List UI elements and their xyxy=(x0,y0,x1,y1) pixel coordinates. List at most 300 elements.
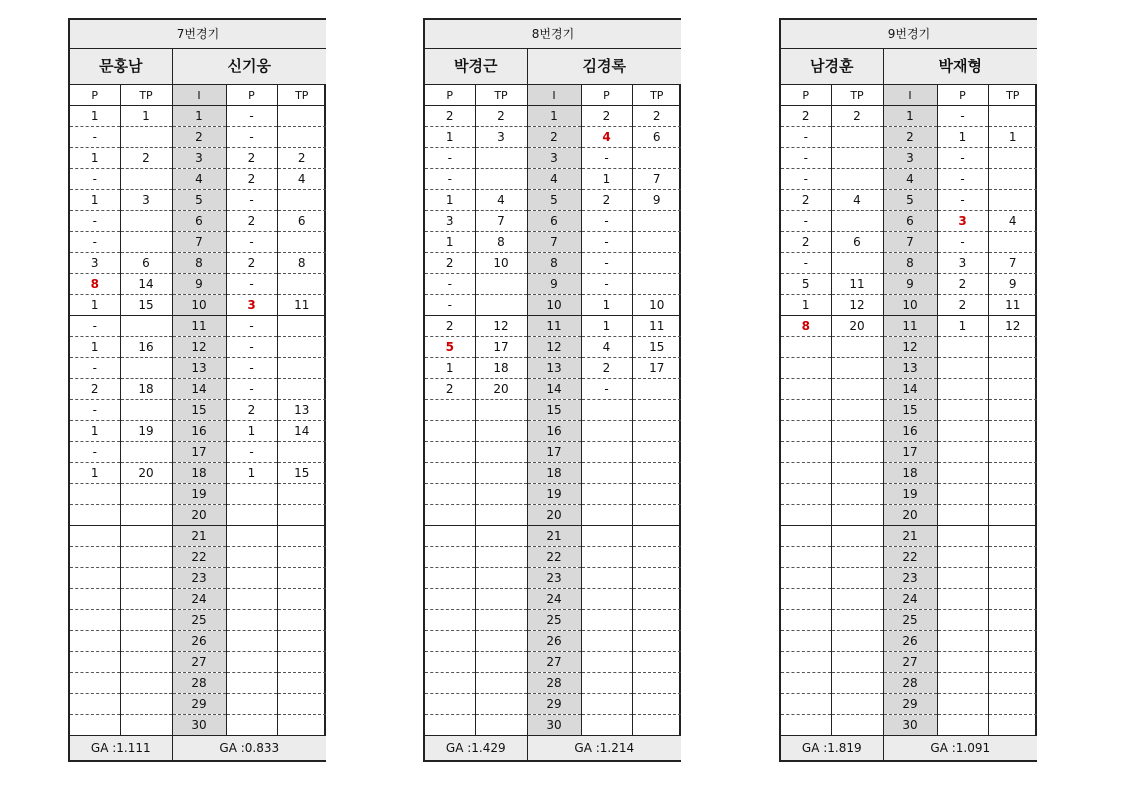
inning-row xyxy=(425,358,681,379)
right-points-cell xyxy=(581,547,632,568)
left-points-cell: 1 xyxy=(425,127,475,148)
inning-cell: 13 xyxy=(527,358,581,379)
left-total-cell xyxy=(831,505,883,526)
left-points-cell xyxy=(781,442,831,463)
right-points-cell: - xyxy=(581,211,632,232)
right-total-cell xyxy=(988,106,1037,127)
right-total-cell xyxy=(632,694,681,715)
inning-row xyxy=(70,421,326,442)
left-total-cell xyxy=(120,169,172,190)
left-total-cell xyxy=(475,421,527,442)
left-total-cell: 16 xyxy=(120,337,172,358)
left-total-cell xyxy=(831,421,883,442)
general-average-row xyxy=(425,736,681,761)
right-total-cell: 10 xyxy=(632,295,681,316)
right-points-cell xyxy=(581,505,632,526)
left-total-cell xyxy=(831,610,883,631)
inning-row xyxy=(425,379,681,400)
inning-row xyxy=(425,568,681,589)
left-total-cell: 18 xyxy=(475,358,527,379)
right-total-cell xyxy=(632,610,681,631)
left-points-cell xyxy=(70,505,120,526)
inning-cell: 5 xyxy=(883,190,937,211)
inning-cell: 12 xyxy=(527,337,581,358)
right-total-cell xyxy=(988,442,1037,463)
right-points-cell: 2 xyxy=(226,148,277,169)
inning-cell: 17 xyxy=(883,442,937,463)
inning-row xyxy=(70,526,326,547)
inning-row xyxy=(781,148,1037,169)
right-total-cell xyxy=(632,253,681,274)
left-total-cell: 20 xyxy=(475,379,527,400)
right-total-cell: 4 xyxy=(277,169,326,190)
game-title-row xyxy=(781,20,1037,49)
inning-cell: 9 xyxy=(883,274,937,295)
inning-cell: 13 xyxy=(883,358,937,379)
right-points-cell xyxy=(581,715,632,736)
inning-header: I xyxy=(172,85,226,106)
inning-cell: 24 xyxy=(527,589,581,610)
right-points-cell xyxy=(937,652,988,673)
right-total-cell xyxy=(632,568,681,589)
right-total-cell xyxy=(632,211,681,232)
game-sheet-8 xyxy=(423,18,681,762)
inning-row xyxy=(70,547,326,568)
right-total-cell: 7 xyxy=(988,253,1037,274)
right-total-cell xyxy=(632,589,681,610)
player-names-row xyxy=(781,49,1037,85)
right-points-cell xyxy=(581,484,632,505)
right-total-cell xyxy=(277,505,326,526)
inning-row xyxy=(425,190,681,211)
right-points-cell xyxy=(937,484,988,505)
right-total-cell xyxy=(277,358,326,379)
left-total-cell xyxy=(120,631,172,652)
right-points-cell xyxy=(937,715,988,736)
right-points-cell xyxy=(937,589,988,610)
right-points-cell xyxy=(226,547,277,568)
right-points-cell: 2 xyxy=(226,400,277,421)
inning-cell: 5 xyxy=(172,190,226,211)
left-total-cell xyxy=(831,652,883,673)
inning-cell: 11 xyxy=(172,316,226,337)
inning-row xyxy=(781,694,1037,715)
left-points-cell: 1 xyxy=(781,295,831,316)
left-total-cell: 1 xyxy=(120,106,172,127)
right-total-cell xyxy=(632,421,681,442)
left-points-cell: - xyxy=(425,295,475,316)
inning-row xyxy=(70,274,326,295)
right-points-cell xyxy=(937,547,988,568)
inning-row xyxy=(781,316,1037,337)
right-total-cell xyxy=(277,127,326,148)
left-points-cell: 1 xyxy=(70,190,120,211)
right-total-cell: 15 xyxy=(632,337,681,358)
inning-cell: 14 xyxy=(883,379,937,400)
right-total-cell: 1 xyxy=(988,127,1037,148)
game-title: 9번경기 xyxy=(781,20,1037,49)
right-total-cell xyxy=(632,505,681,526)
left-total-cell xyxy=(831,526,883,547)
inning-cell: 7 xyxy=(883,232,937,253)
left-points-cell xyxy=(781,484,831,505)
right-total-cell: 7 xyxy=(632,169,681,190)
left-total-cell xyxy=(831,673,883,694)
inning-row xyxy=(70,568,326,589)
inning-cell: 4 xyxy=(527,169,581,190)
right-points-cell xyxy=(226,694,277,715)
inning-row xyxy=(781,484,1037,505)
right-total-cell: 13 xyxy=(277,400,326,421)
left-points-cell: - xyxy=(70,400,120,421)
inning-cell: 21 xyxy=(527,526,581,547)
score-table xyxy=(70,20,326,760)
inning-cell: 22 xyxy=(883,547,937,568)
left-points-cell: 2 xyxy=(781,190,831,211)
game-title: 7번경기 xyxy=(70,20,326,49)
left-total-cell: 6 xyxy=(120,253,172,274)
left-points-header: P xyxy=(425,85,475,106)
right-points-cell: 1 xyxy=(937,316,988,337)
inning-row xyxy=(70,106,326,127)
right-total-cell xyxy=(988,589,1037,610)
left-total-cell xyxy=(831,400,883,421)
left-points-cell: 1 xyxy=(70,148,120,169)
left-points-cell: - xyxy=(70,316,120,337)
left-points-cell: 2 xyxy=(781,106,831,127)
inning-row xyxy=(425,631,681,652)
left-total-cell xyxy=(475,568,527,589)
left-points-cell: - xyxy=(70,442,120,463)
left-total-cell xyxy=(475,484,527,505)
inning-cell: 19 xyxy=(527,484,581,505)
left-points-cell: - xyxy=(70,358,120,379)
right-points-cell: 1 xyxy=(581,295,632,316)
left-total-cell xyxy=(831,211,883,232)
right-general-average: GA :1.214 xyxy=(527,736,681,761)
left-total-cell: 7 xyxy=(475,211,527,232)
right-total-cell xyxy=(277,673,326,694)
right-points-cell xyxy=(937,694,988,715)
right-points-cell xyxy=(226,589,277,610)
right-total-cell: 17 xyxy=(632,358,681,379)
left-points-cell xyxy=(70,715,120,736)
left-total-cell xyxy=(120,358,172,379)
inning-row xyxy=(425,169,681,190)
left-points-cell xyxy=(781,547,831,568)
left-points-cell: - xyxy=(781,127,831,148)
right-points-cell xyxy=(581,421,632,442)
right-total-cell xyxy=(632,673,681,694)
right-points-header: P xyxy=(937,85,988,106)
right-total-cell xyxy=(632,148,681,169)
left-total-cell xyxy=(831,463,883,484)
right-total-cell: 11 xyxy=(277,295,326,316)
right-total-cell xyxy=(277,547,326,568)
right-points-cell xyxy=(581,610,632,631)
inning-cell: 23 xyxy=(883,568,937,589)
right-points-cell xyxy=(937,358,988,379)
inning-cell: 28 xyxy=(883,673,937,694)
left-points-cell: 2 xyxy=(425,106,475,127)
left-points-cell xyxy=(781,526,831,547)
left-total-cell xyxy=(120,211,172,232)
left-points-cell xyxy=(781,505,831,526)
right-points-cell: - xyxy=(937,232,988,253)
inning-row xyxy=(425,127,681,148)
inning-row xyxy=(425,421,681,442)
left-points-cell xyxy=(425,652,475,673)
inning-row xyxy=(781,421,1037,442)
right-total-cell xyxy=(988,379,1037,400)
right-points-cell xyxy=(937,631,988,652)
right-points-cell: 1 xyxy=(937,127,988,148)
inning-row xyxy=(425,295,681,316)
inning-cell: 20 xyxy=(883,505,937,526)
inning-cell: 19 xyxy=(172,484,226,505)
left-points-header: P xyxy=(781,85,831,106)
right-total-cell xyxy=(988,421,1037,442)
right-total-cell xyxy=(277,379,326,400)
general-average-row xyxy=(781,736,1037,761)
right-points-cell xyxy=(581,568,632,589)
right-points-cell xyxy=(226,715,277,736)
left-points-cell xyxy=(781,379,831,400)
left-points-cell xyxy=(70,484,120,505)
left-points-cell xyxy=(425,463,475,484)
inning-cell: 1 xyxy=(527,106,581,127)
inning-cell: 15 xyxy=(527,400,581,421)
inning-header: I xyxy=(883,85,937,106)
inning-row xyxy=(70,652,326,673)
inning-cell: 2 xyxy=(172,127,226,148)
left-total-cell xyxy=(475,610,527,631)
left-total-cell xyxy=(831,127,883,148)
left-total-cell xyxy=(831,589,883,610)
left-general-average: GA :1.429 xyxy=(425,736,527,761)
left-points-cell: - xyxy=(425,169,475,190)
left-total-cell: 12 xyxy=(475,316,527,337)
inning-row xyxy=(781,358,1037,379)
left-total-cell xyxy=(475,148,527,169)
inning-cell: 4 xyxy=(172,169,226,190)
right-points-cell xyxy=(937,400,988,421)
inning-row xyxy=(70,148,326,169)
right-points-cell: - xyxy=(226,106,277,127)
right-total-cell xyxy=(988,337,1037,358)
right-points-cell xyxy=(581,463,632,484)
left-points-cell: 5 xyxy=(425,337,475,358)
left-total-cell xyxy=(120,715,172,736)
right-player-name: 박재형 xyxy=(883,49,1037,85)
inning-cell: 22 xyxy=(527,547,581,568)
right-total-cell xyxy=(632,274,681,295)
inning-cell: 6 xyxy=(527,211,581,232)
inning-cell: 4 xyxy=(883,169,937,190)
left-points-cell: 1 xyxy=(425,232,475,253)
inning-row xyxy=(70,589,326,610)
left-points-cell xyxy=(425,400,475,421)
inning-cell: 29 xyxy=(527,694,581,715)
inning-cell: 9 xyxy=(172,274,226,295)
left-total-cell: 4 xyxy=(475,190,527,211)
right-points-cell xyxy=(581,526,632,547)
inning-cell: 27 xyxy=(172,652,226,673)
left-total-cell xyxy=(475,694,527,715)
left-points-header: P xyxy=(70,85,120,106)
inning-row xyxy=(781,400,1037,421)
left-total-cell xyxy=(831,694,883,715)
inning-row xyxy=(781,379,1037,400)
right-total-cell: 14 xyxy=(277,421,326,442)
right-total-cell xyxy=(988,169,1037,190)
left-total-cell xyxy=(120,127,172,148)
right-total-cell xyxy=(277,106,326,127)
right-points-cell: 2 xyxy=(581,358,632,379)
inning-cell: 30 xyxy=(172,715,226,736)
left-total-cell xyxy=(475,505,527,526)
right-points-cell: 1 xyxy=(226,421,277,442)
inning-row xyxy=(781,106,1037,127)
right-points-cell: - xyxy=(937,148,988,169)
left-total-cell xyxy=(120,232,172,253)
left-points-cell xyxy=(70,652,120,673)
right-points-cell: 3 xyxy=(226,295,277,316)
inning-cell: 14 xyxy=(527,379,581,400)
left-points-cell: 8 xyxy=(70,274,120,295)
right-points-cell: - xyxy=(226,274,277,295)
inning-row xyxy=(425,106,681,127)
left-total-cell: 3 xyxy=(475,127,527,148)
inning-cell: 23 xyxy=(172,568,226,589)
right-points-header: P xyxy=(581,85,632,106)
left-general-average: GA :1.111 xyxy=(70,736,172,761)
inning-row xyxy=(70,127,326,148)
inning-cell: 7 xyxy=(527,232,581,253)
left-total-cell xyxy=(475,715,527,736)
left-points-cell xyxy=(70,631,120,652)
right-total-cell xyxy=(277,610,326,631)
right-points-cell: 2 xyxy=(937,295,988,316)
left-total-cell xyxy=(120,568,172,589)
left-total-cell xyxy=(120,505,172,526)
inning-cell: 20 xyxy=(527,505,581,526)
left-total-cell: 2 xyxy=(120,148,172,169)
inning-row xyxy=(781,547,1037,568)
right-points-cell: - xyxy=(581,253,632,274)
left-points-cell: - xyxy=(781,169,831,190)
inning-cell: 26 xyxy=(172,631,226,652)
inning-cell: 3 xyxy=(172,148,226,169)
left-points-cell xyxy=(781,568,831,589)
inning-row xyxy=(425,316,681,337)
inning-cell: 17 xyxy=(172,442,226,463)
left-points-cell xyxy=(781,337,831,358)
inning-cell: 9 xyxy=(527,274,581,295)
left-total-cell xyxy=(831,337,883,358)
column-header-row xyxy=(425,85,681,106)
left-points-cell xyxy=(70,589,120,610)
inning-header: I xyxy=(527,85,581,106)
inning-cell: 28 xyxy=(527,673,581,694)
right-total-cell xyxy=(988,547,1037,568)
left-points-cell xyxy=(781,631,831,652)
right-points-cell: - xyxy=(226,358,277,379)
right-total-cell xyxy=(277,190,326,211)
right-points-cell: - xyxy=(226,379,277,400)
left-total-cell: 20 xyxy=(120,463,172,484)
right-points-cell xyxy=(581,673,632,694)
inning-row xyxy=(425,694,681,715)
left-points-cell xyxy=(781,589,831,610)
inning-cell: 25 xyxy=(883,610,937,631)
left-total-cell: 17 xyxy=(475,337,527,358)
left-total-cell: 4 xyxy=(831,190,883,211)
inning-row xyxy=(425,442,681,463)
left-points-cell: 1 xyxy=(70,421,120,442)
inning-row xyxy=(70,610,326,631)
inning-row xyxy=(70,631,326,652)
inning-row xyxy=(70,316,326,337)
left-points-cell xyxy=(781,715,831,736)
left-total-cell xyxy=(475,295,527,316)
right-total-cell: 2 xyxy=(277,148,326,169)
right-total-cell: 2 xyxy=(632,106,681,127)
left-total-cell xyxy=(475,673,527,694)
right-points-cell xyxy=(581,652,632,673)
right-points-cell: 4 xyxy=(581,127,632,148)
right-total-cell xyxy=(988,610,1037,631)
left-total-cell xyxy=(831,631,883,652)
left-total-cell xyxy=(120,316,172,337)
left-total-cell xyxy=(120,484,172,505)
right-total-cell: 8 xyxy=(277,253,326,274)
left-total-cell xyxy=(120,673,172,694)
left-points-cell xyxy=(425,421,475,442)
right-total-cell xyxy=(988,463,1037,484)
score-table xyxy=(781,20,1037,760)
left-total-cell xyxy=(475,274,527,295)
left-points-cell xyxy=(781,463,831,484)
left-points-cell: 2 xyxy=(425,253,475,274)
right-total-cell xyxy=(632,379,681,400)
inning-row xyxy=(425,652,681,673)
right-total-cell xyxy=(988,358,1037,379)
inning-cell: 25 xyxy=(527,610,581,631)
right-points-cell xyxy=(937,526,988,547)
left-points-cell xyxy=(781,694,831,715)
inning-row xyxy=(70,358,326,379)
right-points-cell: 2 xyxy=(226,211,277,232)
right-total-cell xyxy=(277,652,326,673)
left-total-cell xyxy=(120,400,172,421)
right-points-cell xyxy=(937,568,988,589)
left-points-cell xyxy=(70,694,120,715)
inning-row xyxy=(70,190,326,211)
left-points-cell: - xyxy=(781,253,831,274)
left-total-cell xyxy=(475,400,527,421)
right-points-cell: - xyxy=(226,232,277,253)
left-total-cell: 12 xyxy=(831,295,883,316)
inning-row xyxy=(781,652,1037,673)
right-total-cell xyxy=(988,400,1037,421)
inning-cell: 14 xyxy=(172,379,226,400)
right-points-cell: - xyxy=(581,232,632,253)
inning-cell: 13 xyxy=(172,358,226,379)
right-points-cell xyxy=(937,610,988,631)
right-total-cell xyxy=(277,715,326,736)
inning-cell: 29 xyxy=(883,694,937,715)
